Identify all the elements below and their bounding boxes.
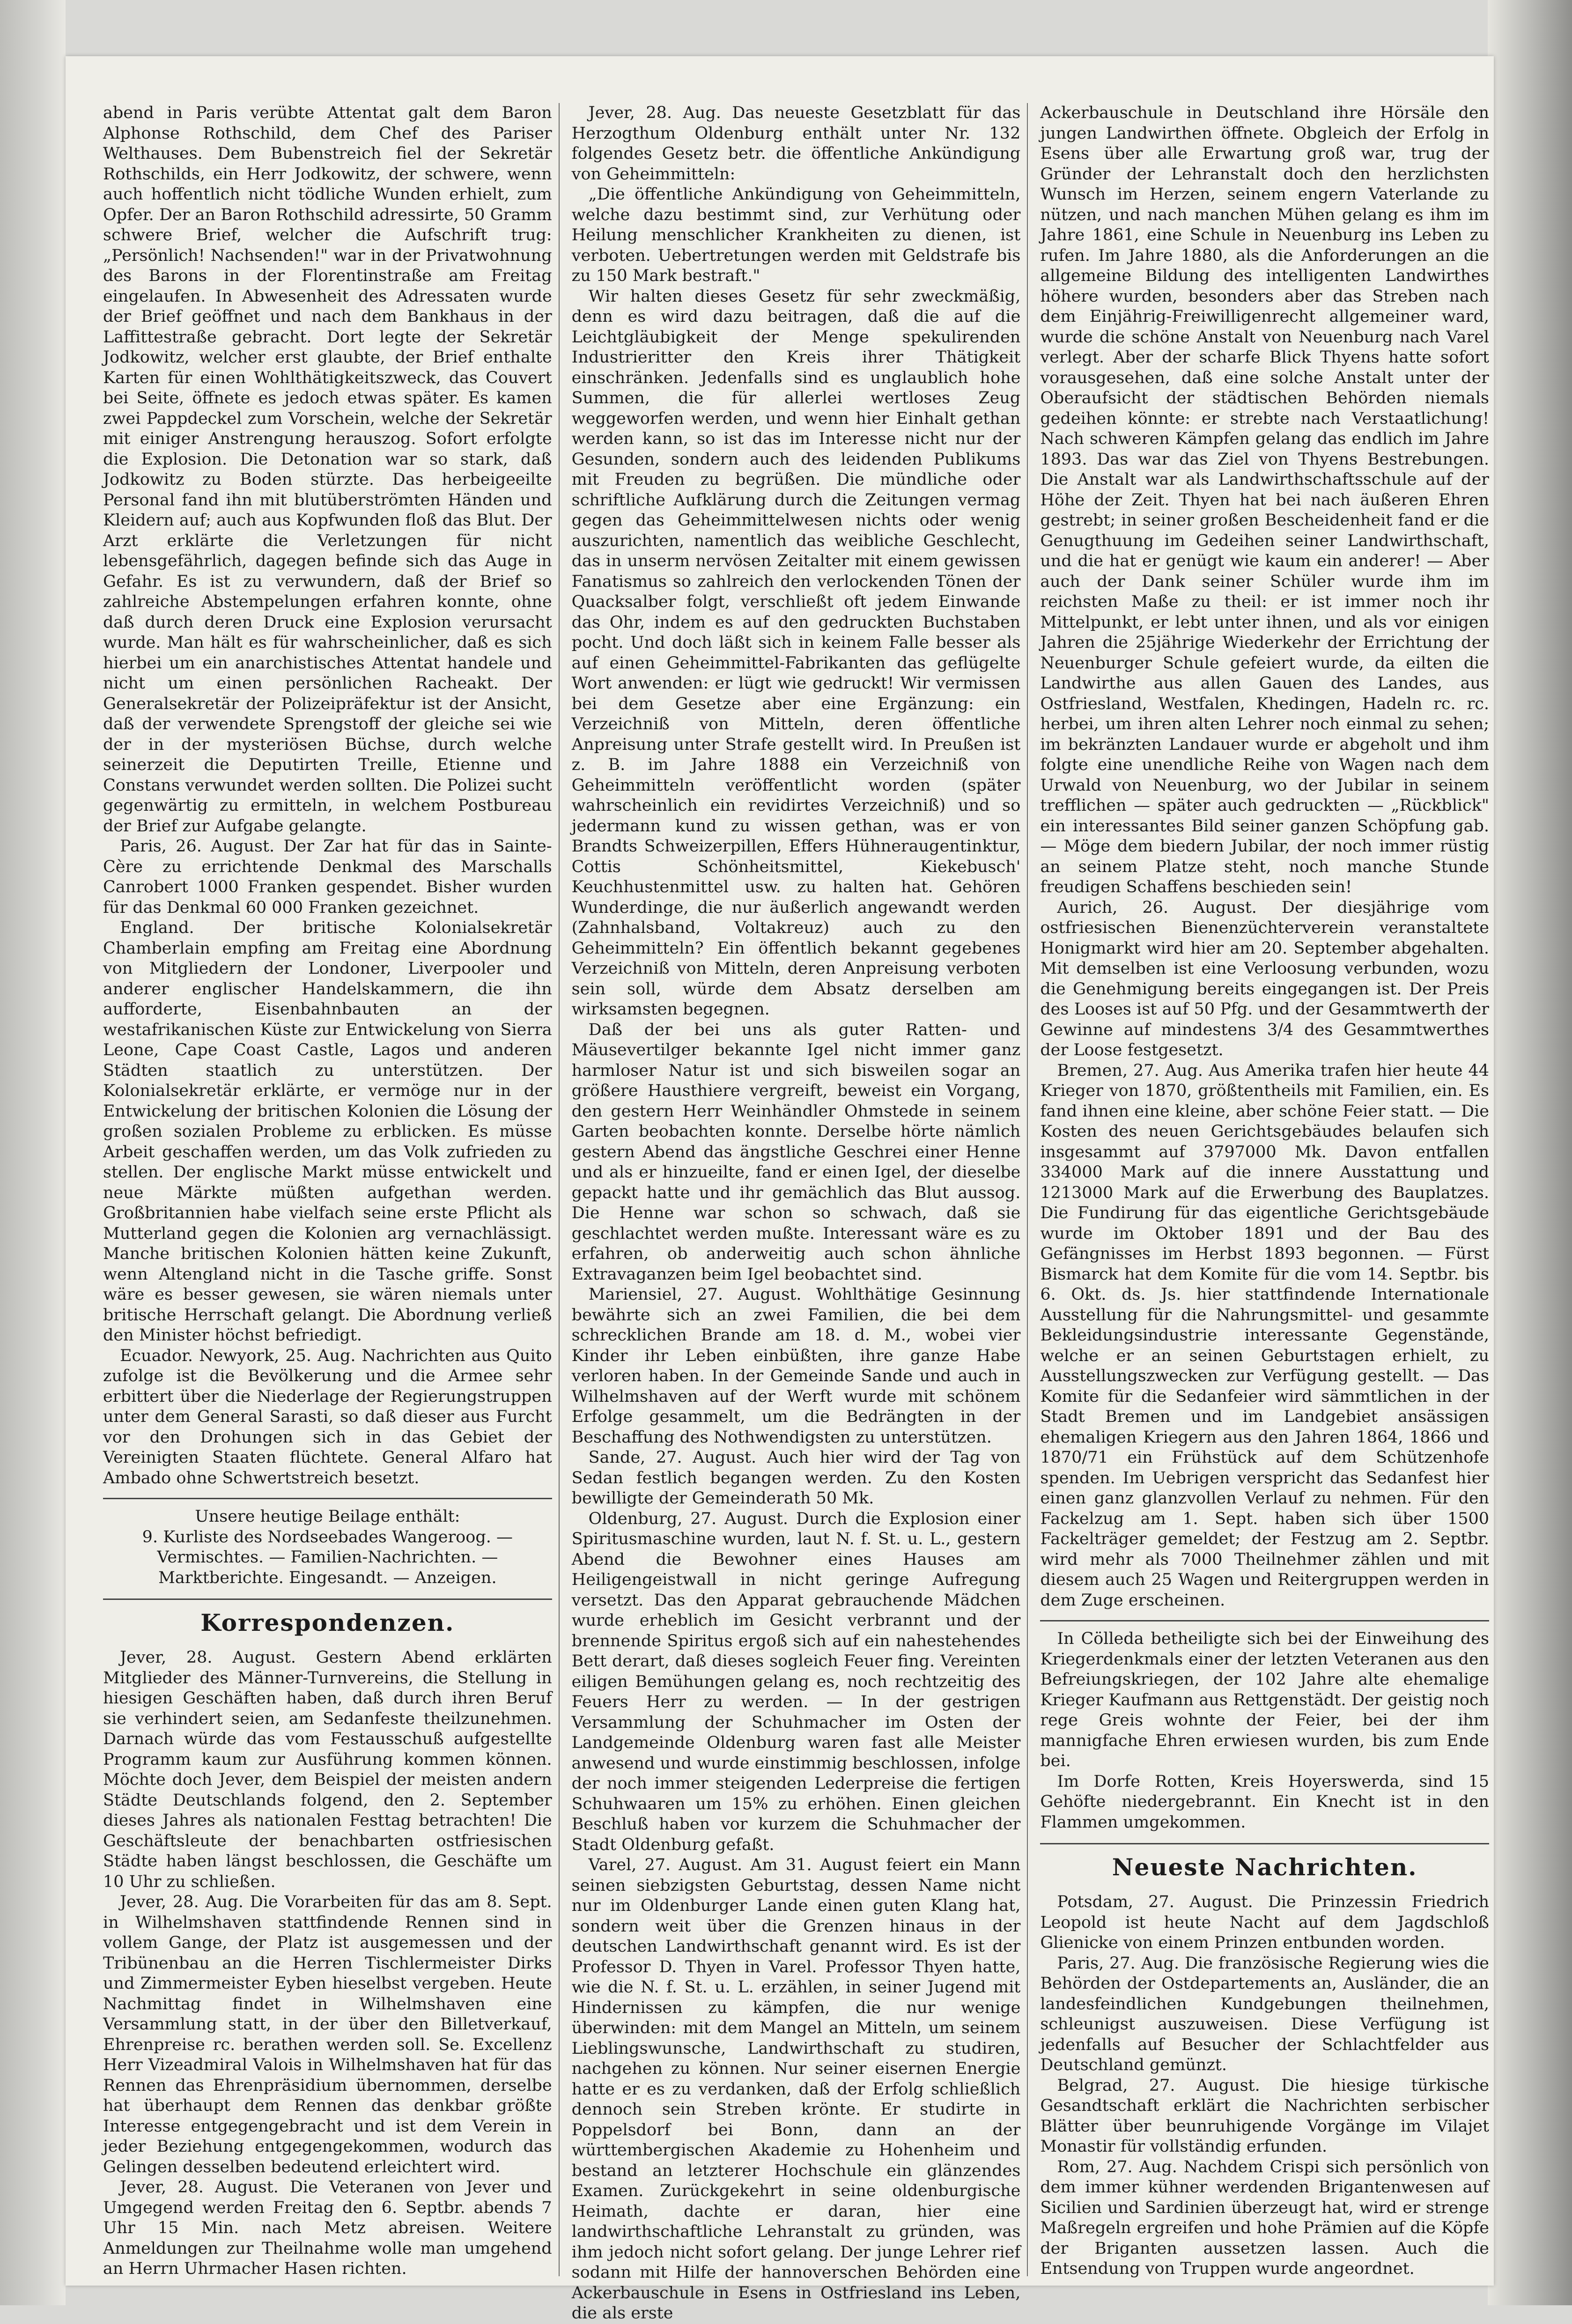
article-jever-veteranen: Jever, 28. August. Die Veteranen von Jever und Umgegend werden Freitag den 6. Septbr. abends 7 Uhr 15 Min. nach Metz abreisen. Weitere Anmeldungen zur Theilnahme wolle man umgehend an Herrn Uhrmacher Hasen richten.: [103, 2178, 552, 2278]
beilage-text: 9. Kurliste des Nordseebades Wangeroog. — Vermischtes. — Familien-Nachrichten. — Marktberichte. Eingesandt. — Anzeigen.: [142, 1527, 513, 1587]
article-belgrad: Belgrad, 27. August. Die hiesige türkische Gesandtschaft erklärt die Nachrichten serbischer Blätter über beunruhigende Vorgänge im Vilajet Monastir für vollständig erfunden.: [1040, 2076, 1490, 2156]
article-gesetz-quote: „Die öffentliche Ankündigung von Geheimmitteln, welche dazu bestimmt sind, zur Verhütung oder Heilung menschlicher Krankheiten zu dienen, ist verboten. Uebertretungen werden mit Geldstrafe bis zu 150 Mark bestraft.": [571, 185, 1021, 285]
article-coelleda: In Cölleda betheiligte sich bei der Einweihung des Kriegerdenkmals einer der letzten Veteranen aus den Befreiungskriegen, der 102 Jahre alte ehemalige Krieger Kaufmann aus Rettgenstädt. Der geistig noch rege Greis wohnte der Feier, bei der ihm mannigfache Ehren erwiesen wurden, bis zum Ende bei.: [1040, 1629, 1490, 1770]
divider: [103, 1498, 552, 1499]
article-geheimmittel: Wir halten dieses Gesetz für sehr zweckmäßig, denn es wird dazu beitragen, daß die auf die Leichtgläubigkeit der Menge spekulirenden Industrieritter den Kreis ihrer Thätigkeit einschränken. Jedenfalls sind es unglaublich hohe Summen, die für allerlei wertloses Zeug weggeworfen werden, und wenn hier Einhalt gethan werden kann, so ist das im Interesse nicht nur der Gesunden, sondern auch des leidenden Publikums mit Freuden zu begrüßen. Die mündliche oder schriftliche Aufklärung durch die Zeitungen vermag gegen das Geheimmittelwesen nichts oder wenig auszurichten, namentlich das weibliche Geschlecht, das in unserm nervösen Zeitalter mit einem gewissen Fanatismus so zahlreich den verlockenden Tönen der Quacksalber folgt, verschließt oft jedem Einwande das Ohr, indem es auf den gedruckten Buchstaben pocht. Und doch läßt sich in keinem Falle besser als auf einen Geheimmittel-Fabrikanten das geflügelte Wort anwenden: er lügt wie gedruckt! Wir vermissen bei dem Gesetze aber eine Ergänzung: ein Verzeichniß von Mitteln, deren öffentliche Anpreisung unter Strafe gestellt wird. In Preußen ist z. B. im Jahre 1888 ein Verzeichniß von Geheimmitteln veröffentlicht worden (später wahrscheinlich ein revidirtes Verzeichniß) und so jedermann kund zu wissen gethan, was er von Brandts Schweizerpillen, Effers Hühneraugentinktur, Cottis Schönheitsmittel, Kiekebusch' Keuchhustenmittel usw. zu halten hat. Gehören Wunderdinge, die nur äußerlich angewandt werden (Zahnhalsband, Voltakreuz) auch zu den Geheimmitteln? Ein öffentlich bekannt gegebenes Verzeichniß von Mitteln, deren Anpreisung verboten sein soll, würde dem Absatz derselben am wirksamsten begegnen.: [571, 287, 1021, 1019]
article-oldenburg: Oldenburg, 27. August. Durch die Explosion einer Spiritusmaschine wurden, laut N. f. St. u. L., gestern Abend die Bewohner eines Hauses am Heiligengeistwall in nicht geringe Aufregung versetzt. Das den Apparat gebrauchende Mädchen wurde erheblich im Gesicht verbrannt und der brennende Spiritus ergoß sich auf ein nahestehendes Bett derart, daß dieses sogleich Feuer fing. Vereinten eiligen Bemühungen gelang es, noch rechtzeitig des Feuers Herr zu werden. — In der gestrigen Versammlung der Schuhmacher im Osten der Landgemeinde Oldenburg waren fast alle Meister anwesend und wurde einstimmig beschlossen, infolge der noch immer steigenden Lederpreise die fertigen Schuhwaaren um 15% zu erhöhen. Einen gleichen Beschluß haben vor kurzem die Schuhmacher der Stadt Oldenburg gefaßt.: [571, 1509, 1021, 1854]
newspaper-page: [66, 56, 1494, 2323]
columns-container: [103, 103, 1490, 2323]
article-varel: Varel, 27. August. Am 31. August feiert ein Mann seinen siebzigsten Geburtstag, dessen Name nicht nur im Oldenburger Lande einen guten Klang hat, sondern weit über die Grenzen hinaus in der deutschen Landwirthschaft genannt wird. Es ist der Professor D. Thyen in Varel. Professor Thyen hatte, wie die N. f. St. u. L. erzählen, in seiner Jugend mit Hindernissen zu kämpfen, die nur wenige überwinden: mit dem Mangel an Mitteln, um seinem Lieblingswunsche, Landwirthschaft zu studiren, nachgehen zu können. Nur seiner eisernen Energie hatte er es zu verdanken, daß der Erfolg schließlich dennoch sein Streben krönte. Er studirte in Poppelsdorf bei Bonn, dann an der württembergischen Akademie zu Hohenheim und bestand an letzterer Hochschule ein glänzendes Examen. Zurückgekehrt in seine oldenburgische Heimath, dachte er daran, hier eine landwirthschaftliche Lehranstalt zu gründen, was ihm jedoch nicht sofort gelang. Der junge Lehrer rief sodann mit Hilfe der hannoverschen Behörden eine Ackerbauschule in Esens in Ostfriesland ins Leben, die als erste: [571, 1856, 1021, 2323]
section-heading-neueste-nachrichten: Neueste Nachrichten.: [1040, 1843, 1489, 1884]
divider: [1040, 1620, 1489, 1621]
column-3: [1040, 103, 1489, 2276]
article-paris-attentat: abend in Paris verübte Attentat galt dem Baron Alphonse Rothschild, dem Chef des Pariser Welthauses. Dem Bubenstreich fiel der Sekretär Rothschilds, ein Herr Jodkowitz, der schwere, wenn auch hoffentlich nicht tödliche Wunden erhielt, zum Opfer. Der an Baron Rothschild adressirte, 50 Gramm schwere Brief, welcher die Aufschrift trug: „Persönlich! Nachsenden!" war in der Privatwohnung des Barons in der Florentinstraße am Freitag eingelaufen. In Abwesenheit des Adressaten wurde der Brief geöffnet und nach dem Bankhaus in der Laffittestraße gebracht. Dort legte der Sekretär Jodkowitz, welcher erst glaubte, der Brief enthalte Karten für einen Wohlthätigkeitszweck, das Couvert bei Seite, öffnete es jedoch etwas später. Es kamen zwei Pappdeckel zum Vorschein, welche der Sekretär mit einiger Anstrengung herauszog. Sofort erfolgte die Explosion. Die Detonation war so stark, daß Jodkowitz zu Boden stürzte. Das herbeigeeilte Personal fand ihn mit blutüberströmten Händen und Kleidern auf; auch aus Kopfwunden floß das Blut. Der Arzt erklärte die Verletzungen für nicht lebensgefährlich, dagegen befinde sich das Auge in Gefahr. Es ist zu verwundern, daß der Brief so zahlreiche Abstempelungen erfahren konnte, ohne daß durch deren Druck eine Explosion verursacht wurde. Man hält es für wahrscheinlicher, daß es sich hierbei um ein anarchistisches Attentat handele und nicht um einen persönlichen Racheakt. Der Generalsekretär der Polizeipräfektur ist der Ansicht, daß der verwendete Sprengstoff der gleiche sei wie der in der mysteriösen Büchse, durch welche seinerzeit die Deputirten Treille, Etienne und Constans verwundet werden sollten. Die Polizei sucht gegenwärtig zu ermitteln, in welchem Postbureau der Brief zur Aufgabe gelangte.: [103, 104, 552, 836]
article-paris-regierung: Paris, 27. Aug. Die französische Regierung wies die Behörden der Ostdepartements an, Ausländer, die an landesfeindlichen Kundgebungen theilnehmen, schleunigst auszuweisen. Diese Verfügung ist jedenfalls auf Besucher der Schlachtfelder aus Deutschland gemünzt.: [1040, 1954, 1490, 2074]
article-paris-canrobert: Paris, 26. August. Der Zar hat für das in Sainte-Cère zu errichtende Denkmal des Marschalls Canrobert 1000 Franken gespendet. Bisher wurden für das Denkmal 60 000 Franken gezeichnet.: [103, 837, 552, 917]
article-mariensiel: Mariensiel, 27. August. Wohlthätige Gesinnung bewährte sich an zwei Familien, die bei dem schrecklichen Brande am 18. d. M., wobei vier Kinder ihr Leben einbüßten, ihre ganze Habe verloren haben. In der Gemeinde Sande und auch in Wilhelmshaven auf der Werft wurde mit schönem Erfolge gesammelt, um die Bedrängten in der Beschaffung des Nothwendigsten zu unterstützen.: [571, 1285, 1021, 1447]
article-england: England. Der britische Kolonialsekretär Chamberlain empfing am Freitag eine Abordnung von Mitgliedern der Londoner, Liverpooler und anderer englischer Handelskammern, die ihn aufforderte, Eisenbahnbauten an der westafrikanischen Küste zur Entwickelung von Sierra Leone, Cape Coast Castle, Lagos und anderen Städten staatlich zu unterstützen. Der Kolonialsekretär erklärte, er vermöge nur in der Entwickelung der britischen Kolonien die Lösung der großen sozialen Probleme zu erblicken. Es müsse Arbeit geschaffen werden, um das Volk zufrieden zu stellen. Der englische Markt müsse entwickelt und neue Märkte müßten aufgethan werden. Großbritannien habe vielfach seine erste Pflicht als Mutterland gegen die Kolonien arg vernachlässigt. Manche britischen Kolonien hätten keine Zukunft, wenn Altengland nicht in die Tasche griffe. Sonst wäre es besser gewesen, sie wären niemals unter britische Herrschaft gelangt. Die Abordnung verließ den Minister höchst befriedigt.: [103, 918, 552, 1345]
section-heading-korrespondenzen: Korrespondenzen.: [103, 1599, 552, 1639]
article-potsdam: Potsdam, 27. August. Die Prinzessin Friedrich Leopold ist heute Nacht auf dem Jagdschloß Glienicke von einem Prinzen entbunden worden.: [1040, 1893, 1490, 1952]
article-jever-rennen: Jever, 28. Aug. Die Vorarbeiten für das am 8. Sept. in Wilhelmshaven stattfindende Rennen sind in vollem Gange, der Platz ist ausgemessen und der Tribünenbau an die Herren Tischlermeister Dirks und Zimmermeister Eyben hieselbst vergeben. Heute Nachmittag findet in Wilhelmshaven eine Versammlung statt, in der über den Billetverkauf, Ehrenpreise rc. berathen werden soll. Se. Excellenz Herr Vizeadmiral Valois in Wilhelmshaven hat für das Rennen das Ehrenpräsidium übernommen, derselbe hat überhaupt dem Rennen das denkbar größte Interesse entgegengebracht und ist dem Verein in jeder Beziehung entgegengekommen, wodurch das Gelingen desselben bedeutend erleichtert wird.: [103, 1893, 552, 2176]
article-sande: Sande, 27. August. Auch hier wird der Tag von Sedan festlich begangen werden. Zu den Kosten bewilligte der Gemeinderath 50 Mk.: [571, 1448, 1021, 1508]
article-ecuador: Ecuador. Newyork, 25. Aug. Nachrichten aus Quito zufolge ist die Bevölkerung und die Armee sehr erbittert über die Niederlage der Regierungstruppen unter dem General Sarasti, so daß dieser aus Furcht vor den Drohungen sich in das Gebiet der Vereinigten Staaten flüchtete. General Alfaro hat Ambado ohne Schwertstreich besetzt.: [103, 1346, 552, 1488]
article-rom: Rom, 27. Aug. Nachdem Crispi sich persönlich von dem immer kühner werdenden Brigantenwesen auf Sicilien und Sardinien überzeugt hat, wird er strenge Maßregeln ergreifen und hohe Prämien auf die Köpfe der Briganten aussetzen lassen. Auch die Entsendung von Truppen wurde angeordnet.: [1040, 2157, 1490, 2278]
column-2: [571, 103, 1028, 2323]
beilage-title: Unsere heutige Beilage enthält:: [195, 1507, 460, 1526]
article-igel: Daß der bei uns als guter Ratten- und Mäusevertilger bekannte Igel nicht immer ganz harmloser Natur ist und sich bisweilen sogar an größere Hausthiere vergreift, beweist ein Vorgang, den gestern Herr Weinhändler Ohmstede in seinem Garten beobachten konnte. Derselbe hörte nämlich gestern Abend das ängstliche Geschrei einer Henne und als er hinzueilte, fand er einen Igel, der dieselbe gepackt hatte und ihr gemächlich das Blut aussog. Die Henne war schon so schwach, daß sie geschlachtet werden mußte. Interessant wäre es zu erfahren, ob anderweitig auch schon ähnliche Extravaganzen beim Igel beobachtet sind.: [571, 1020, 1021, 1284]
article-bremen: Bremen, 27. Aug. Aus Amerika trafen hier heute 44 Krieger von 1870, größtentheils mit Familien, ein. Es fand ihnen eine kleine, aber schöne Feier statt. — Die Kosten des neuen Gerichtsgebäudes belaufen sich insgesammt auf 3797000 Mk. Davon entfallen 334000 Mark auf die innere Ausstattung und 1213000 Mark auf die Erwerbung des Bauplatzes. Die Fundirung für das eigentliche Gerichtsgebäude wurde im Oktober 1891 und der Bau des Gefängnisses im Herbst 1893 begonnen. — Fürst Bismarck hat dem Komite für die vom 14. Septbr. bis 6. Okt. ds. Js. hier stattfindende Internationale Ausstellung für die Nahrungsmittel- und gesammte Bekleidungsindustrie interessante Gegenstände, welche er an seinen Geburtstagen erhielt, zu Ausstellungszwecken zur Verfügung gestellt. — Das Komite für die Sedanfeier wird sämmtlichen in der Stadt Bremen und im Landgebiet ansässigen ehemaligen Kriegern aus den Jahren 1864, 1866 und 1870/71 ein Frühstück auf dem Schützenhofe spenden. Im Uebrigen verspricht das Sedanfest hier einen ganz glanzvollen Verlauf zu nehmen. Für den Fackelzug am 1. Sept. haben sich über 1500 Fackelträger gemeldet; der Festzug am 2. Septbr. wird mehr als 7000 Theilnehmer zählen und mit diesem auch 25 Wagen und Reitergruppen werden in dem Zuge erscheinen.: [1040, 1061, 1490, 1610]
article-varel-continued: Ackerbauschule in Deutschland ihre Hörsäle den jungen Landwirthen öffnete. Obgleich der Erfolg in Esens über alle Erwartung groß war, trug der Gründer der Lehranstalt doch den herzlichsten Wunsch im Herzen, seinem engern Vaterlande zu nützen, und nach manchen Mühen gelang es ihm im Jahre 1861, eine Schule in Neuenburg ins Leben zu rufen. Im Jahre 1880, als die Anforderungen an die allgemeine Bildung des intelligenten Landwirthes höhere wurden, besonders aber das Streben nach dem Einjährig-Freiwilligenrecht allgemeiner ward, wurde die schöne Anstalt von Neuenburg nach Varel verlegt. Aber der scharfe Blick Thyens hatte sofort vorausgesehen, daß eine solche Anstalt unter der Oberaufsicht der städtischen Behörden niemals gedeihen könnte: er strebte nach Verstaatlichung! Nach schweren Kämpfen gelang das endlich im Jahre 1893. Das war das Ziel von Thyens Bestrebungen. Die Anstalt war als Landwirthschaftsschule auf der Höhe der Zeit. Thyen hat bei nach äußeren Ehren gestrebt; in seiner großen Bescheidenheit fand er die Genugthuung im Gedeihen seiner Landwirthschaft, und die hat er genügt wie kaum ein anderer! — Aber auch der Dank seiner Schüler wurde ihm im reichsten Maße zu theil: er ist immer noch ihr Mittelpunkt, er lebt unter ihnen, und als vor einigen Jahren die 25jährige Wiederkehr der Errichtung der Neuenburger Schule gefeiert wurde, da eilten die Landwirthe aus allen Gauen des Landes, aus Ostfriesland, Westfalen, Khedingen, Hadeln rc. rc. herbei, um ihren alten Lehrer noch einmal zu sehen; im bekränzten Landauer wurde er abgeholt und ihm folgte eine unendliche Reihe von Wagen nach dem Urwald von Neuenburg, wo der Jubilar in seinem trefflichen — später auch gedruckten — „Rückblick" ein interessantes Bild seiner ganzen Schöpfung gab. — Möge dem biedern Jubilar, der noch immer rüstig an seinem Platze steht, noch manche Stunde freudigen Schaffens beschieden sein!: [1040, 104, 1490, 896]
column-1: [103, 103, 560, 2276]
article-aurich: Aurich, 26. August. Der diesjährige vom ostfriesischen Bienenzüchterverein veranstaltete Honigmarkt wird hier am 20. September abgehalten. Mit demselben ist eine Verloosung verbunden, wozu die Genehmigung bereits eingegangen ist. Der Preis des Looses ist auf 50 Pfg. und der Gesammtwerth der Gewinne auf mindestens 3/4 des Gesammtwerthes der Loose festgesetzt.: [1040, 898, 1490, 1059]
article-jever-gesetz: Jever, 28. Aug. Das neueste Gesetzblatt für das Herzogthum Oldenburg enthält unter Nr. 132 folgendes Gesetz betr. die öffentliche Ankündigung von Geheimmitteln:: [571, 104, 1021, 184]
article-jever-turnverein: Jever, 28. August. Gestern Abend erklärten Mitglieder des Männer-Turnvereins, die Stellung in hiesigen Geschäften haben, daß durch ihren Beruf sie verhindert seien, am Sedanfeste theilzunehmen. Darnach würde das vom Festausschuß aufgestellte Programm kaum zur Ausführung kommen können. Möchte doch Jever, dem Beispiel der meisten andern Städte Deutschlands folgend, den 2. September dieses Jahres als nationalen Festtag betrachten! Die Geschäftsleute der benachbarten ostfriesischen Städte haben längst beschlossen, die Geschäfte um 10 Uhr zu schließen.: [103, 1648, 552, 1891]
article-rotten: Im Dorfe Rotten, Kreis Hoyerswerda, sind 15 Gehöfte niedergebrannt. Ein Knecht ist in den Flammen umgekommen.: [1040, 1772, 1490, 1832]
scan-right-edge: [1488, 0, 1572, 2305]
scan-left-edge: [0, 0, 66, 2305]
